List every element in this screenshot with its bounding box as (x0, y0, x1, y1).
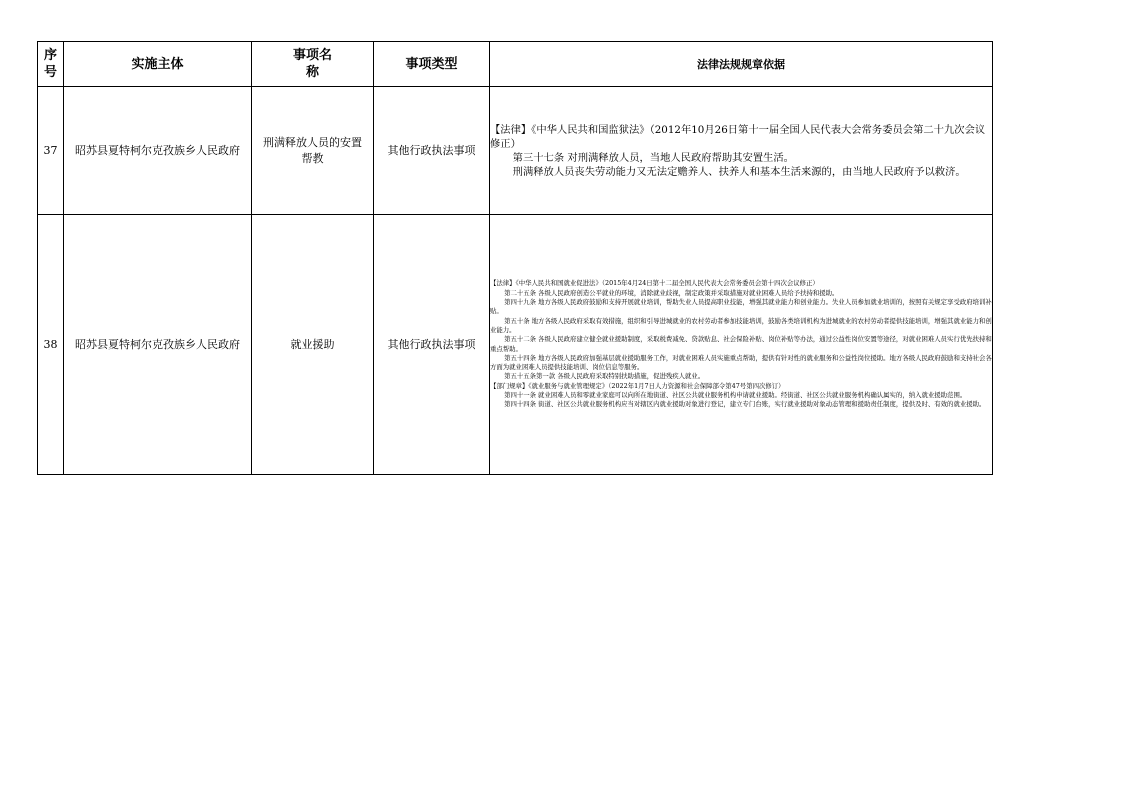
legal-paragraph: 刑满释放人员丧失劳动能力又无法定赡养人、扶养人和基本生活来源的，由当地人民政府予以救济。 (512, 165, 966, 178)
header-item-type: 事项类型 (374, 42, 490, 87)
header-item-name-text: 事项名称 (292, 48, 332, 80)
legal-paragraph: 第四十四条 街道、社区公共就业服务机构应当对辖区内就业援助对象进行登记，建立专门台账，实行就业援助对象动态管理和援助责任制度，提供及时、有效的就业援助。 (504, 400, 986, 409)
legal-paragraph: 第五十五条第一款 各级人民政府采取特别扶助措施，促进残疾人就业。 (504, 372, 705, 381)
legal-paragraph: 第二十五条 各级人民政府创造公平就业的环境，消除就业歧视，制定政策并采取措施对就业困难人员给予扶持和援助。 (504, 288, 839, 297)
legal-paragraph: 【部门规章】《就业服务与就业管理规定》（2022年1月7日人力资源和社会保障部令第47号第四次修订） (490, 381, 785, 390)
legal-paragraph: 【法律】《中华人民共和国就业促进法》（2015年4月24日第十二届全国人民代表大会常务委员会第十四次会议修正） (490, 279, 819, 288)
row-item-type: 其他行政执法事项 (374, 215, 490, 475)
row-seq: 37 (38, 87, 64, 215)
legal-paragraph: 第五十二条 各级人民政府建立健全就业援助制度，采取税费减免、贷款贴息、社会保险补贴、岗位补贴等办法，通过公益性岗位安置等途径，对就业困难人员实行优先扶持和重点帮助。 (490, 335, 992, 353)
row-entity: 昭苏县夏特柯尔克孜族乡人民政府 (64, 87, 252, 215)
row-seq: 38 (38, 215, 64, 475)
header-row (38, 42, 993, 87)
table-row (38, 215, 993, 475)
header-entity: 实施主体 (64, 42, 252, 87)
row-legal-basis (490, 215, 993, 475)
legal-paragraph: 【法律】《中华人民共和国监狱法》（2012年10月26日第十一届全国人民代表大会常务委员会第二十九次会议修正） (490, 123, 986, 150)
row-item-name: 就业援助 (252, 215, 374, 475)
legal-paragraph: 第三十七条 对刑满释放人员，当地人民政府帮助其安置生活。 (512, 151, 794, 164)
row-item-name (252, 87, 374, 215)
header-legal-basis: 法律法规规章依据 (490, 42, 993, 87)
legal-paragraph: 第五十条 地方各级人民政府采取有效措施，组织和引导进城就业的农村劳动者参加技能培训，鼓励各类培训机构为进城就业的农村劳动者提供技能培训，增强其就业能力和创业能力。 (490, 316, 992, 334)
administrative-items-table (37, 41, 993, 475)
row-entity: 昭苏县夏特柯尔克孜族乡人民政府 (64, 215, 252, 475)
table-row (38, 87, 993, 215)
row-item-type: 其他行政执法事项 (374, 87, 490, 215)
header-seq: 序号 (38, 42, 64, 87)
legal-paragraph: 第四十九条 地方各级人民政府鼓励和支持开展就业培训，帮助失业人员提高职业技能，增强其就业能力和创业能力。失业人员参加就业培训的，按照有关规定享受政府培训补贴。 (490, 298, 992, 316)
legal-paragraph: 第四十一条 就业困难人员和零就业家庭可以向所在地街道、社区公共就业服务机构申请就业援助。经街道、社区公共就业服务机构确认属实的，纳入就业援助范围。 (504, 390, 967, 399)
row-legal-basis (490, 87, 993, 215)
legal-paragraph: 第五十四条 地方各级人民政府加强基层就业援助服务工作，对就业困难人员实施重点帮助，提供有针对性的就业服务和公益性岗位援助。地方各级人民政府鼓励和支持社会各方面为就业困难人员提供技能培训、岗位信息等服务。 (490, 353, 992, 372)
header-item-name (252, 42, 374, 87)
row-item-name-text: 刑满释放人员的安置帮教 (263, 135, 362, 165)
